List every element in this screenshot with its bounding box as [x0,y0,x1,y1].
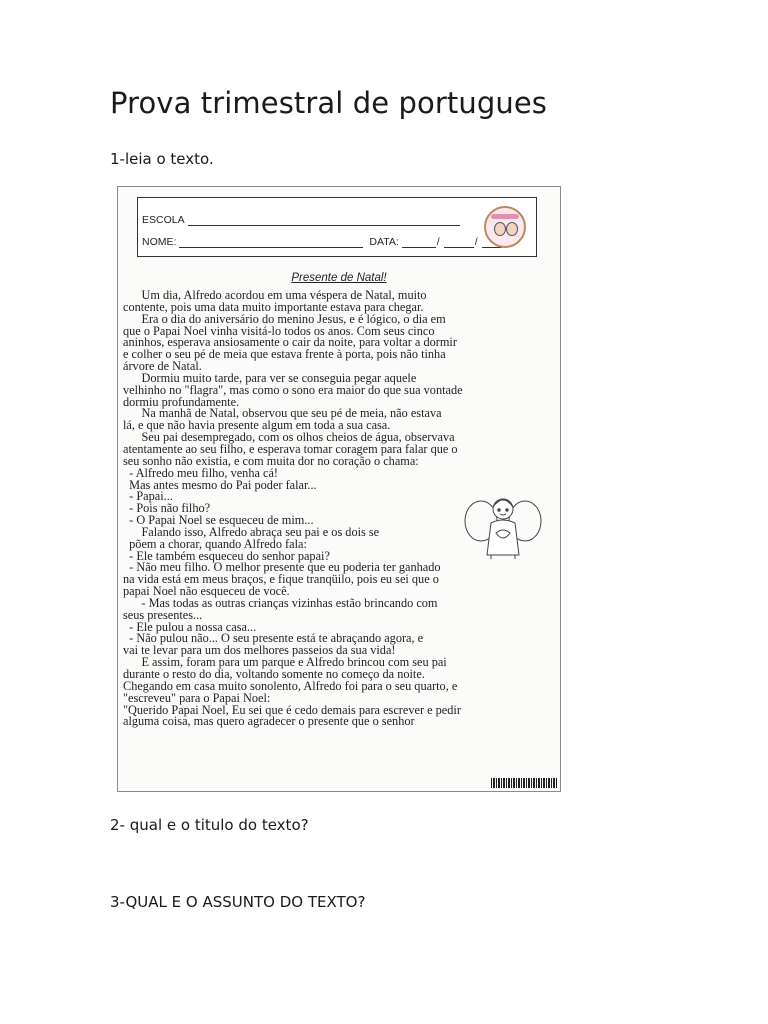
scanned-worksheet-image [117,186,561,792]
story-line: na vida está em meus braços, e fique tranqüilo, pois eu sei que o [123,572,439,587]
story-line: atentamente ao seu filho, e esperava tomar coragem para falar que o [123,441,458,456]
story-line: papai Noel não esqueceu de você. [123,584,290,599]
story-line: aninhos, esperava ansiosamente o cair da noite, para voltar a dormir [123,335,457,350]
story-line: Um dia, Alfredo acordou em uma véspera de Natal, muito [123,288,427,302]
escola-label: ESCOLA [142,214,185,226]
story-line: seu sonho não existia, e com muita dor no coração o chama: [123,453,419,468]
story-line: - Não meu filho. O melhor presente que eu poderia ter ganhado [123,560,441,575]
story-line: - Ele também esqueceu do senhor papai? [123,548,330,563]
story-line: Na manhã de Natal, observou que seu pé de meia, não estava [123,406,442,421]
story-line: Dormiu muito tarde, para ver se conseguia pegar aquele [123,370,417,385]
question-2: 2- qual e o titulo do texto? [110,816,309,834]
story-line: - Papai... [123,489,173,504]
story-line: vai te levar para um dos melhores passeios da sua vida! [123,643,396,658]
date-slash: / [474,236,478,248]
story-line: Chegando em casa muito sonolento, Alfredo foi para o seu quarto, e [123,678,458,693]
story-line: e colher o seu pé de meia que estava frente à porta, pois não tinha [123,347,446,362]
story-line: - Ele pulou a nossa casa... [123,619,257,634]
story-line: lá, e que não havia presente algum em toda a sua casa. [123,418,391,433]
story-line: Falando isso, Alfredo abraça seu pai e os dois se [123,524,380,539]
story-line: "escreveu" para o Papai Noel: [123,690,271,705]
story-line: que o Papai Noel vinha visitá-lo todos os anos. Com seus cinco [123,323,435,338]
page-title: Prova trimestral de portugues [110,86,547,120]
story-line: "Querido Papai Noel, Eu sei que é cedo demais para escrever e pedir [123,702,461,717]
story-line: alguma coisa, mas quero agradecer o presente que o senhor [123,714,415,729]
escola-line [142,214,460,226]
escola-blank [188,215,460,226]
story-line: árvore de Natal. [123,359,202,374]
story-line: durante o resto do dia, voltando somente no começo da noite. [123,667,425,681]
nome-blank [179,237,363,248]
data-month-blank [444,237,474,248]
story-line: - O Papai Noel se esqueceu de mim... [123,513,314,528]
nome-data-line [142,236,502,248]
date-slash: / [436,236,440,248]
story-line: seus presentes... [123,607,203,622]
question-1: 1-leia o texto. [110,150,214,168]
data-day-blank [402,237,436,248]
story-line: E assim, foram para um parque e Alfredo brincou com seu pai [123,655,447,670]
story-line: põem a chorar, quando Alfredo fala: [123,536,307,551]
story-line: - Não pulou não... O seu presente está te abraçando agora, e [123,631,424,646]
story-line: velhinho no "flagra", mas como o sono era maior do que sua vontade [123,382,463,397]
nome-label: NOME: [142,236,177,248]
story-line: contente, pois uma data muito importante estava para chegar. [123,299,424,314]
angel-illustration-icon [463,485,543,561]
school-logo-icon [484,206,526,248]
story-line: - Pois não filho? [123,501,211,516]
story-line: Mas antes mesmo do Pai poder falar... [123,477,317,492]
story-title: Presente de Natal! [291,272,387,284]
story-line: - Alfredo meu filho, venha cá! [123,465,279,480]
story-line: - Mas todas as outras crianças vizinhas estão brincando com [123,595,438,610]
question-3: 3-QUAL E O ASSUNTO DO TEXTO? [110,893,366,911]
data-label: DATA: [369,236,399,248]
story-line: Era o dia do aniversário do menino Jesus, e é lógico, o dia em [123,311,446,326]
story-line: Seu pai desempregado, com os olhos cheios de água, observava [123,430,455,445]
barcode-icon [491,778,557,788]
worksheet-header-box [137,197,537,257]
story-line: dormiu profundamente. [123,394,240,409]
